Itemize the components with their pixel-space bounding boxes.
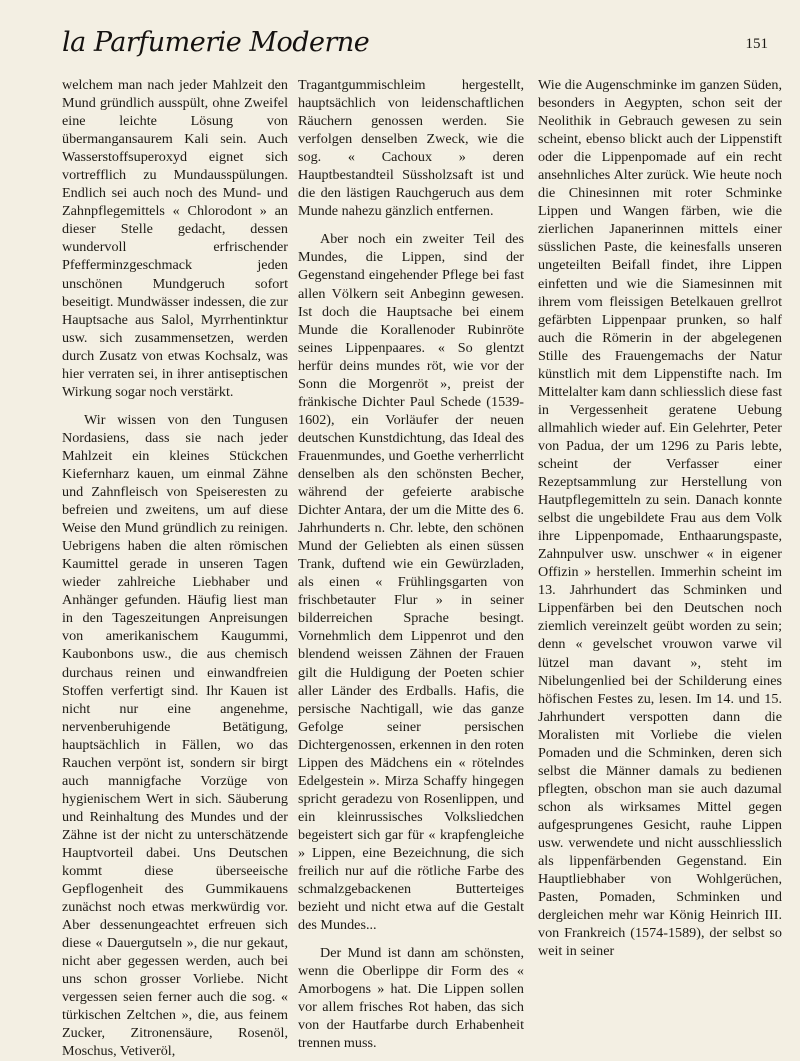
text-column-3 [538,76,782,960]
paragraph: Wir wissen von den Tungusen Nordasiens, dass sie nach jeder Mahlzeit ein kleines Stückchen Kiefernharz kauen, um einmal Zähne und Zahnfleisch von Speiseresten zu befreien und zweitens, um auf diese Weise den Mund gründlich zu reinigen. Uebrigens haben die alten römischen Kaumittel gerade in unseren Tagen wieder zahlreiche Liebhaber und Anhänger gefunden. Häufig liest man in den Tageszeitungen Anpreisungen von amerikanischem Kaugummi, Kaubonbons usw., die aus chemisch durchaus reinen und einwandfreien Stoffen verfertigt sind. Ihr Kauen ist nicht nur eine angenehme, nervenberuhigende Betätigung, hauptsächlich in Fällen, wo das Rauchen verpönt ist, sondern sir birgt auch mannigfache Vorzüge von hygienischem Wert in sich. Säuberung und Reinhaltung des Mundes und der Zähne ist der nicht zu unterschätzende Hauptvorteil dabei. Uns Deutschen kommt diese überseeische Gepflogenheit des Gummikauens zunächst noch etwas merkwürdig vor. Aber dessenungeachtet erfreuen sich diese « Dauergutseln », die nur gekaut, nicht aber gegessen werden, auch bei uns schon grosser Vorliebe. Nicht vergessen seien ferner auch die sog. « türkischen Zeltchen », die, aus feinem Zucker, Zitronensäure, Rosenöl, Moschus, Vetiveröl, [62,411,288,1060]
text-column-1 [62,76,288,1061]
paragraph: Der Mund ist dann am schönsten, wenn die Oberlippe dir Form des « Amorbogens » hat. Die Lippen sollen vor allem frisches Rot haben, das sich von der Hautfarbe durch Erhabenheit trennen muss. [298,945,524,1052]
paragraph: Tragantgummischleim hergestellt, hauptsächlich von leidenschaftlichen Räuchern genossen werden. Sie verfolgen denselben Zweck, wie die sog. « Cachoux » deren Hauptbestandteil Süssholzsaft ist und die den lästigen Rauchgeruch aus dem Munde nahezu gänzlich entfernen. [298,77,524,220]
text-column-2 [298,76,524,1052]
paragraph: Wie die Augenschminke im ganzen Süden, besonders in Aegypten, schon seit der Neolithik in Gebrauch gewesen zu sein scheint, ebenso blickt auch der Lippenstift oder die Lippenpomade auf ein recht ansehnliches Alter zurück. Wie heute noch die Chinesinnen mit roter Schminke Lippen und Wangen färben, wie die zierlichen Japanerinnen mittels einer süsslichen Paste, die keinesfalls unseren ungeteilten Beifall findet, ihre Lippen einfetten und wie die Siamesinnen mit ihrem vom fleissigen Betelkauen grellrot gefärbten Lippenpaar prunken, so half auch die Römerin in der abgelegenen Stille des Frauengemachs der Natur künstlich mit dem Lippenstifte nach. Im Mittelalter kam dann schliesslich diese fast in Vergessenheit geratene Uebung allmahlich wieder auf. Ein Gelehrter, Peter von Padua, der um 1296 zu Paris lebte, scheint der Verfasser einer Rezeptsammlung zur Herstellung von Hautpflegemitteln zu sein. Danach konnte selbst die ungebildete Frau aus dem Volk ihre Lippenpomade, Enthaarungspaste, Zahnpulver usw. unschwer « in eigener Offizin » herstellen. Immerhin scheint im 13. Jahrhundert das Schminken und Lippenfärben bei den Deutschen noch ziemlich vereinzelt geübt worden zu sein; denn « gevelschet vrouwon varwe vil lützel man davant », steht im Nibelungenlied bei der Schilderung eines höfischen Festes zu, lesen. Im 14. und 15. Jahrhundert verspotten dann die Moralisten mit Vorliebe die vielen Pomaden und die Schminken, deren sich selbst die Männer damals zu bedienen pflegten, obschon man sie auch dazumal schon als wirksames Mittel gegen aufgesprungenes Gesicht, rauhe Lippen usw. verwendete und nicht ausschliesslich als lippenfärbenden Gegenstand. Ein Hauptliebhaber von Wohlgerüchen, Pasten, Pomaden, Schminken und dergleichen mehr war König Heinrich III. von Frankreich (1574-1589), der selbst so weit in seiner [538,77,782,960]
page-number: 151 [745,36,768,52]
masthead-logo: la Parfumerie Moderne [62,27,370,58]
paragraph: welchem man nach jeder Mahlzeit den Mund gründlich ausspült, ohne Zweifel eine leichte Lösung von übermangansaurem Kali sein. Auch Wasserstoffsuperoxyd eignet sich vortrefflich zu Mundausspülungen. Endlich sei auch noch des Mund- und Zahnpflegemittels « Chlorodont » an dieser Stelle gedacht, dessen wundervoll erfrischender Pfefferminzgeschmack jeden unschönen Mundgeruch sofort beseitigt. Mundwässer indessen, die zur Hauptsache aus Salol, Myrrhentinktur usw. sich zusammensetzen, werden durch Zusatz von etwas Kochsalz, was hier verraten sei, in ihrer antiseptischen Wirkung sogar noch verstärkt. [62,77,288,400]
paragraph: Aber noch ein zweiter Teil des Mundes, die Lippen, sind der Gegenstand eingehender Pflege bei fast allen Völkern seit Anbeginn gewesen. Ist doch die Hauptsache bei einem Munde die Korallenoder Rubinröte seines Lippenpaares. « So glentzt herfür deins mundes röt, wie vor der Sonn die Morgenröt », preist der fränkische Dichter Paul Schede (1539-1602), ein Vorläufer der neuen deutschen Kunstdichtung, das Ideal des Frauenmundes, und Goethe verherrlicht denselben als den schönsten Becher, während der gefeierte arabische Dichter Antara, der um die Mitte des 6. Jahrhunderts n. Chr. lebte, den schönen Mund der Geliebten als einen süssen Trank, duftend wie ein Gewürzladen, als einen « Frühlingsgarten von frischbetauter Flur » in seiner bilderreichen Sprache besingt. Vornehmlich dem Lippenrot und den blendend weissen Zähnen der Frauen gilt die Huldigung der Poeten schier aller Länder des Erdballs. Hafis, die persische Nachtigall, wie das ganze Gefolge seiner persischen Dichtergenossen, erkennen in den roten Lippen des Mädchens ein « rötelndes Edelgestein ». Mirza Schaffy hingegen spricht geradezu von Rosenlippen, und ein kleinrussisches Volksliedchen begeistert sich gar für « krapfengleiche » Lippen, eine Bezeichnung, die sich freilich nur auf die rötliche Farbe des schmalzgebackenen Butterteiges bezieht und nicht etwa auf die Gestalt des Mundes... [298,231,524,934]
